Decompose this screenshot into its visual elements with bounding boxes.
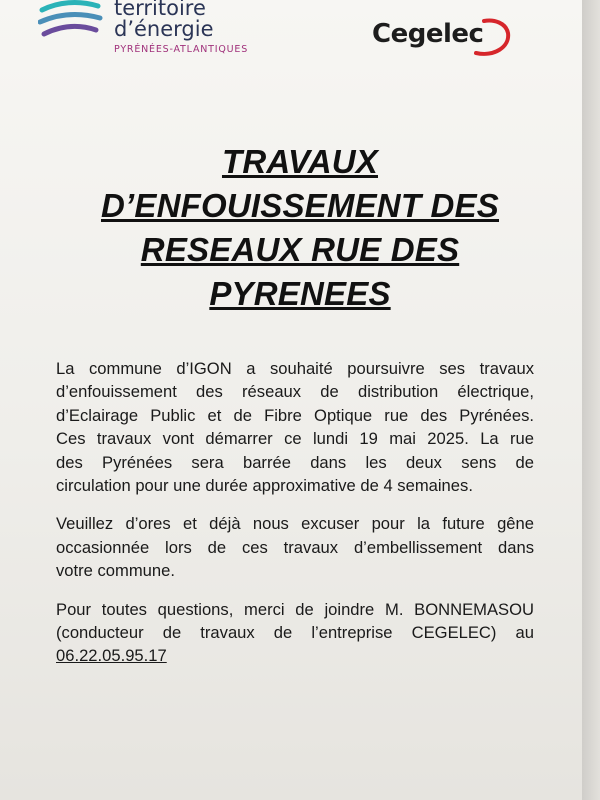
paragraph-announcement	[56, 357, 534, 497]
title-line: TRAVAUX	[221, 143, 378, 180]
cegelec-swoosh-icon	[464, 17, 514, 59]
title-line: RESEAUX RUE DES	[140, 231, 460, 268]
text-line: votre commune.	[56, 561, 175, 581]
text-line: occasionnée lors de ces travaux d’embellissement dans	[56, 537, 534, 557]
phone-number: 06.22.05.95.17	[56, 646, 167, 666]
text-line: des Pyrénées sera barrée dans les deux sens de	[56, 452, 534, 472]
text-line: Veuillez d’ores et déjà nous excuser pour la future gêne	[56, 514, 534, 534]
paragraph-contact	[56, 598, 534, 668]
cegelec-wordmark: Cegelec	[372, 19, 484, 49]
text-line: Ces travaux vont démarrer ce lundi 19 mai 2025. La rue	[56, 429, 534, 449]
territoire-line1: territoire	[114, 0, 206, 20]
cegelec-logo	[372, 17, 517, 59]
phone-line	[56, 644, 534, 667]
territoire-energie-mark-icon	[38, 0, 104, 46]
notice-body	[56, 357, 534, 683]
territoire-subtitle: PYRÉNÉES-ATLANTIQUES	[114, 44, 249, 55]
text-line: La commune d’IGON a souhaité poursuivre ses travaux	[56, 359, 534, 378]
territoire-energie-logo	[38, 0, 278, 62]
text-line: circulation pour une durée approximative de 4 semaines.	[56, 476, 473, 496]
text-line: d’Eclairage Public et de Fibre Optique rue des Pyrénées.	[56, 405, 534, 425]
paragraph-apology	[56, 512, 534, 582]
page-edge	[582, 0, 600, 800]
text-line: d’enfouissement des réseaux de distribution électrique,	[56, 382, 534, 402]
notice-title	[50, 140, 550, 316]
title-line: D’ENFOUISSEMENT DES	[100, 187, 499, 224]
text-line: (conducteur de travaux de l’entreprise CEGELEC) au	[56, 623, 534, 643]
territoire-line2: d’énergie	[114, 17, 214, 41]
text-line: Pour toutes questions, merci de joindre M. BONNEMASOU	[56, 599, 534, 619]
title-line: PYRENEES	[209, 275, 391, 312]
